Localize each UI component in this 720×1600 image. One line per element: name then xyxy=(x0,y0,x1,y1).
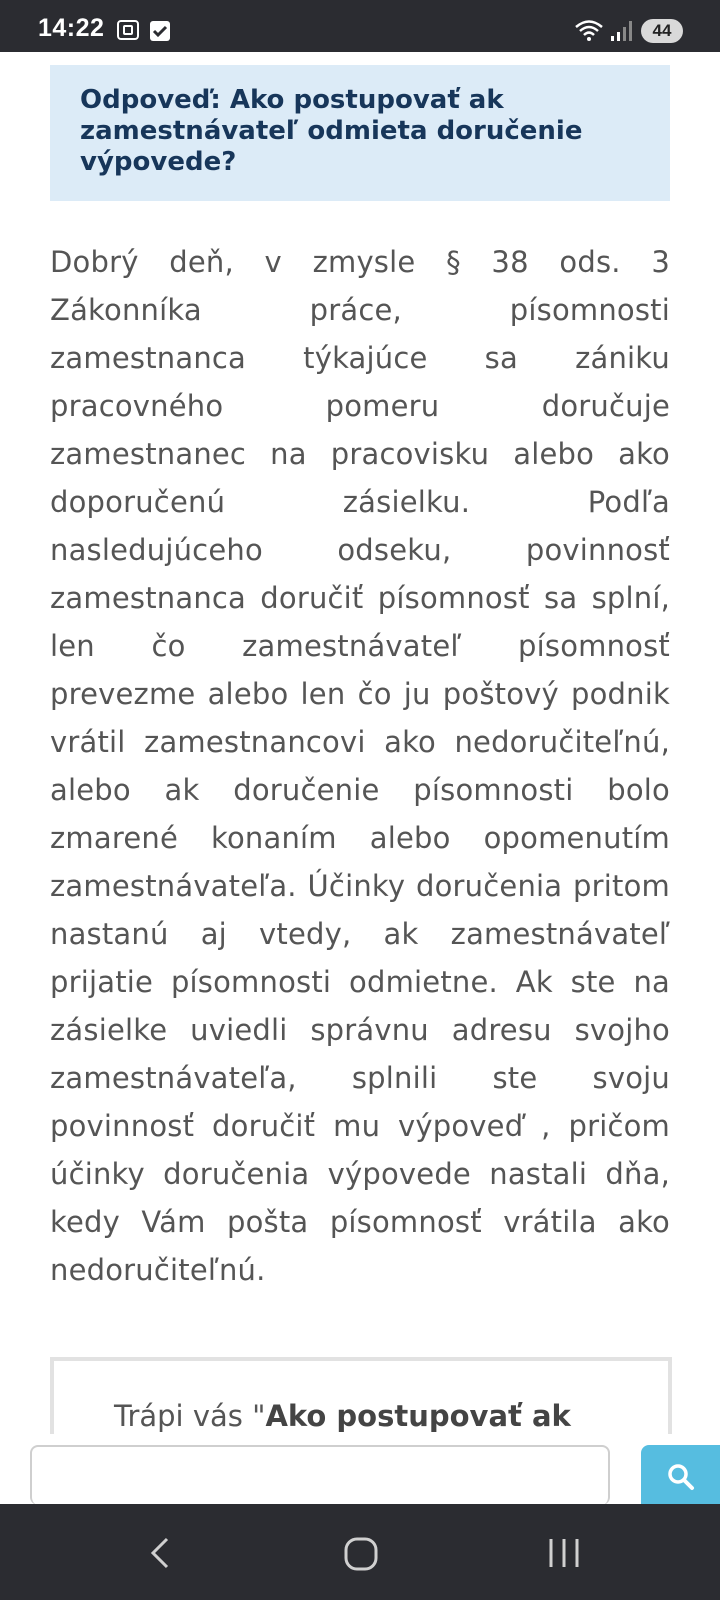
search-input[interactable] xyxy=(30,1445,610,1505)
search-button[interactable] xyxy=(641,1445,720,1505)
article-content xyxy=(0,52,720,1434)
wifi-icon xyxy=(574,18,604,42)
signal-icon xyxy=(610,20,632,42)
promo-text xyxy=(114,1399,571,1433)
answer-text: Dobrý deň, v zmysle § 38 ods. 3 Zákonníka práce, písomnosti zamestnanca týkajúce sa zániku pracovného pomeru doručuje zamestnanec na pracovisku alebo ako doporučenú zásielku. Podľa nasledujúceho odseku, povinnosť zamestnanca doručiť písomnosť sa splní, len čo zamestnávateľ písomnosť prevezme alebo len čo ju poštový podnik vrátil zamestnancovi ako nedoručiteľnú, alebo ak doručenie písomnosti bolo zmarené konaním alebo opomenutím zamestnávateľa. Účinky doručenia pritom nastanú aj vtedy, ak zamestnávateľ prijatie písomnosti odmietne. Ak ste na zásielke uviedli správnu adresu svojho zamestnávateľa, splnili ste svoju povinnosť doručiť mu výpoveď , pričom účinky doručenia výpovede nastali dňa, kedy Vám pošta písomnosť vrátila ako nedoručiteľnú. xyxy=(50,245,670,1287)
screenshot-icon xyxy=(117,20,139,40)
status-time: 14:22 xyxy=(38,14,105,42)
question-title: Odpoveď: Ako postupovať ak zamestnávateľ odmieta doručenie výpovede? xyxy=(80,85,583,177)
checkbox-icon xyxy=(150,21,170,41)
status-bar xyxy=(0,0,720,52)
promo-bold-title: Ako postupovať ak xyxy=(265,1399,571,1433)
question-box xyxy=(50,65,670,201)
back-icon[interactable] xyxy=(147,1536,177,1570)
promo-prefix: Trápi vás " xyxy=(114,1399,266,1433)
battery-icon: 44 xyxy=(641,19,683,43)
recent-apps-icon[interactable] xyxy=(546,1536,582,1570)
promo-box xyxy=(50,1357,672,1434)
navigation-bar xyxy=(0,1504,720,1600)
search-icon xyxy=(667,1463,695,1491)
home-icon[interactable] xyxy=(344,1537,378,1571)
search-area xyxy=(0,1434,720,1504)
